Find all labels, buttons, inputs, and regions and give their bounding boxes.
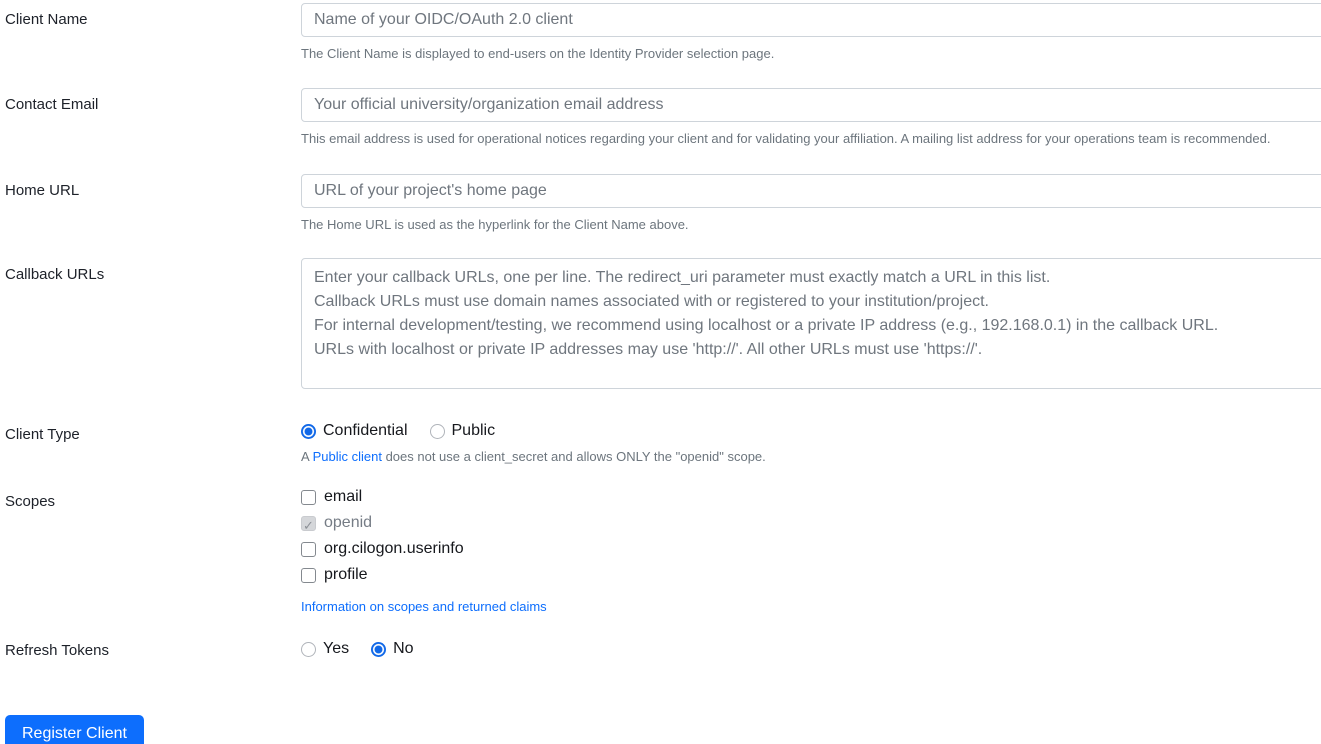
callback-urls-textarea[interactable] <box>301 258 1321 389</box>
client-name-label: Client Name <box>5 11 88 28</box>
home-url-input[interactable] <box>301 174 1321 208</box>
refresh-tokens-option-no[interactable] <box>371 638 413 660</box>
radio-public[interactable] <box>430 424 445 439</box>
scope-option-email[interactable] <box>301 485 1321 509</box>
client-name-input[interactable] <box>301 3 1321 37</box>
scope-option-org-cilogon-userinfo[interactable] <box>301 537 1321 561</box>
client-type-help-prefix: A <box>301 449 313 464</box>
scopes-label: Scopes <box>5 493 56 510</box>
checkbox-org-cilogon-userinfo[interactable] <box>301 542 316 557</box>
register-client-button[interactable]: Register Client <box>5 715 144 744</box>
scope-option-openid <box>301 511 1321 535</box>
scope-option-label: org.cilogon.userinfo <box>324 540 464 557</box>
form-row-client-type <box>0 418 1321 465</box>
form-row-callback-urls <box>0 258 1321 389</box>
refresh-tokens-label: Refresh Tokens <box>5 642 109 659</box>
callback-urls-label: Callback URLs <box>5 266 105 283</box>
checkbox-openid <box>301 516 316 531</box>
client-type-help-suffix: does not use a client_secret and allows ONLY the "openid" scope. <box>381 449 766 464</box>
client-type-option-confidential[interactable] <box>301 420 408 442</box>
scope-option-label: email <box>324 488 363 505</box>
client-type-option-label: Confidential <box>323 422 408 439</box>
refresh-tokens-option-yes[interactable] <box>301 638 349 660</box>
radio-yes[interactable] <box>301 642 316 657</box>
form-row-scopes <box>0 485 1321 616</box>
form-row-refresh-tokens <box>0 638 1321 661</box>
checkbox-email[interactable] <box>301 490 316 505</box>
scope-option-profile[interactable] <box>301 563 1321 587</box>
public-client-link[interactable]: Public client <box>312 449 382 464</box>
client-type-help <box>301 448 1321 465</box>
scopes-info-link[interactable]: Information on scopes and returned claims <box>301 599 547 614</box>
refresh-tokens-options <box>301 638 1321 660</box>
radio-confidential[interactable] <box>301 424 316 439</box>
scope-option-label: openid <box>324 514 373 531</box>
refresh-tokens-option-label: Yes <box>323 640 350 657</box>
client-type-option-public[interactable] <box>430 420 496 442</box>
form-row-client-name <box>0 3 1321 62</box>
home-url-help: The Home URL is used as the hyperlink for the Client Name above. <box>301 217 689 232</box>
contact-email-label: Contact Email <box>5 96 99 113</box>
client-type-label: Client Type <box>5 426 80 443</box>
client-name-help: The Client Name is displayed to end-users on the Identity Provider selection page. <box>301 46 775 61</box>
contact-email-help: This email address is used for operational notices regarding your client and for validating your affiliation. A mailing list address for your operations team is recommended. <box>301 131 1271 146</box>
refresh-tokens-option-label: No <box>393 640 414 657</box>
checkbox-profile[interactable] <box>301 568 316 583</box>
contact-email-input[interactable] <box>301 88 1321 122</box>
client-type-option-label: Public <box>451 422 496 439</box>
scopes-list <box>301 485 1321 587</box>
form-row-home-url <box>0 174 1321 233</box>
scope-option-label: profile <box>324 566 368 583</box>
client-type-options <box>301 418 1321 442</box>
radio-no[interactable] <box>371 642 386 657</box>
home-url-label: Home URL <box>5 182 80 199</box>
form-row-contact-email <box>0 88 1321 147</box>
